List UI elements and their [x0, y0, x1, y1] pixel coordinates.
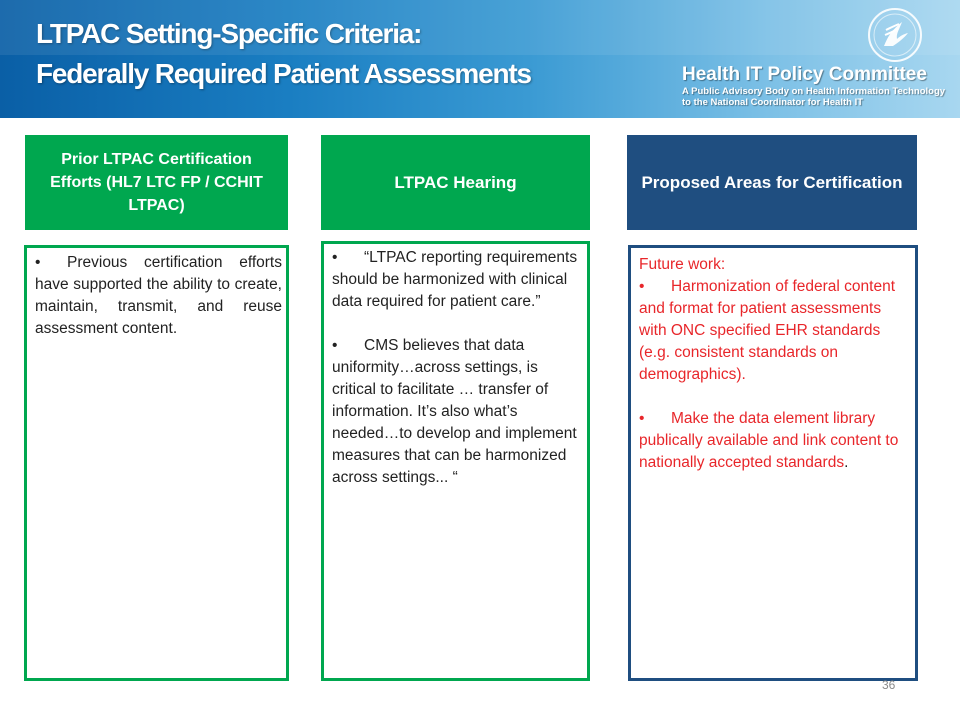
committee-logo [682, 64, 952, 108]
bullet-item [35, 252, 282, 340]
bullet-dot-icon: • [35, 254, 41, 271]
slide-title-line-2: Federally Required Patient Assessments [36, 58, 531, 89]
committee-subtitle-2: to the National Coordinator for Health IT [682, 97, 864, 108]
committee-name: Health IT Policy Committee [682, 64, 927, 85]
page-number: 36 [882, 678, 896, 692]
bullet-text: “LTPAC reporting requirements should be harmonized with clinical data required for patient care.” [332, 249, 578, 310]
bullet-item [332, 335, 581, 489]
column-header-text: Prior LTPAC Certification Efforts (HL7 LTC FP / CCHIT LTPAC) [50, 151, 263, 214]
paragraph-gap [639, 386, 909, 408]
column-header-proposed-areas [627, 135, 917, 230]
bullet-tail-period: . [844, 454, 849, 471]
column-header-ltpac-hearing [321, 135, 590, 230]
bullet-dot-icon: • [639, 410, 645, 427]
hhs-eagle-logo-icon [866, 6, 924, 64]
bullet-text: Harmonization of federal content and format for patient assessments with ONC specified EHR standards (e.g. consistent standards on demographics). [639, 278, 896, 383]
bullet-item [639, 408, 909, 474]
future-work-label: Future work: [639, 256, 726, 273]
bullet-dot-icon: • [332, 337, 338, 354]
column-header-text: Proposed Areas for Certification [641, 173, 903, 192]
committee-subtitle-1: A Public Advisory Body on Health Information Technology [682, 86, 946, 97]
bullet-dot-icon: • [332, 249, 338, 266]
slide-title-line-1: LTPAC Setting-Specific Criteria: [36, 18, 422, 49]
bullet-item [332, 247, 581, 313]
content-box-proposed-areas [628, 245, 918, 681]
bullet-item [639, 276, 909, 386]
bullet-text: Make the data element library publically available and link content to nationally accepted standards [639, 410, 899, 471]
bullet-text: CMS believes that data uniformity…across settings, is critical to facilitate … transfer of information. It’s also what’s needed…to develop and implement measures that can be harmonized across settings... “ [332, 337, 577, 486]
column-header-text: LTPAC Hearing [394, 173, 517, 192]
content-box-prior-efforts [24, 245, 289, 681]
bullet-dot-icon: • [639, 278, 645, 295]
title-banner [0, 0, 960, 118]
bullet-text: Previous certification efforts have supported the ability to create, maintain, transmit, and reuse assessment content. [35, 254, 282, 337]
paragraph-gap [332, 313, 581, 335]
column-header-prior-efforts [25, 135, 288, 230]
slide-title [36, 14, 656, 94]
content-box-ltpac-hearing [321, 241, 590, 681]
